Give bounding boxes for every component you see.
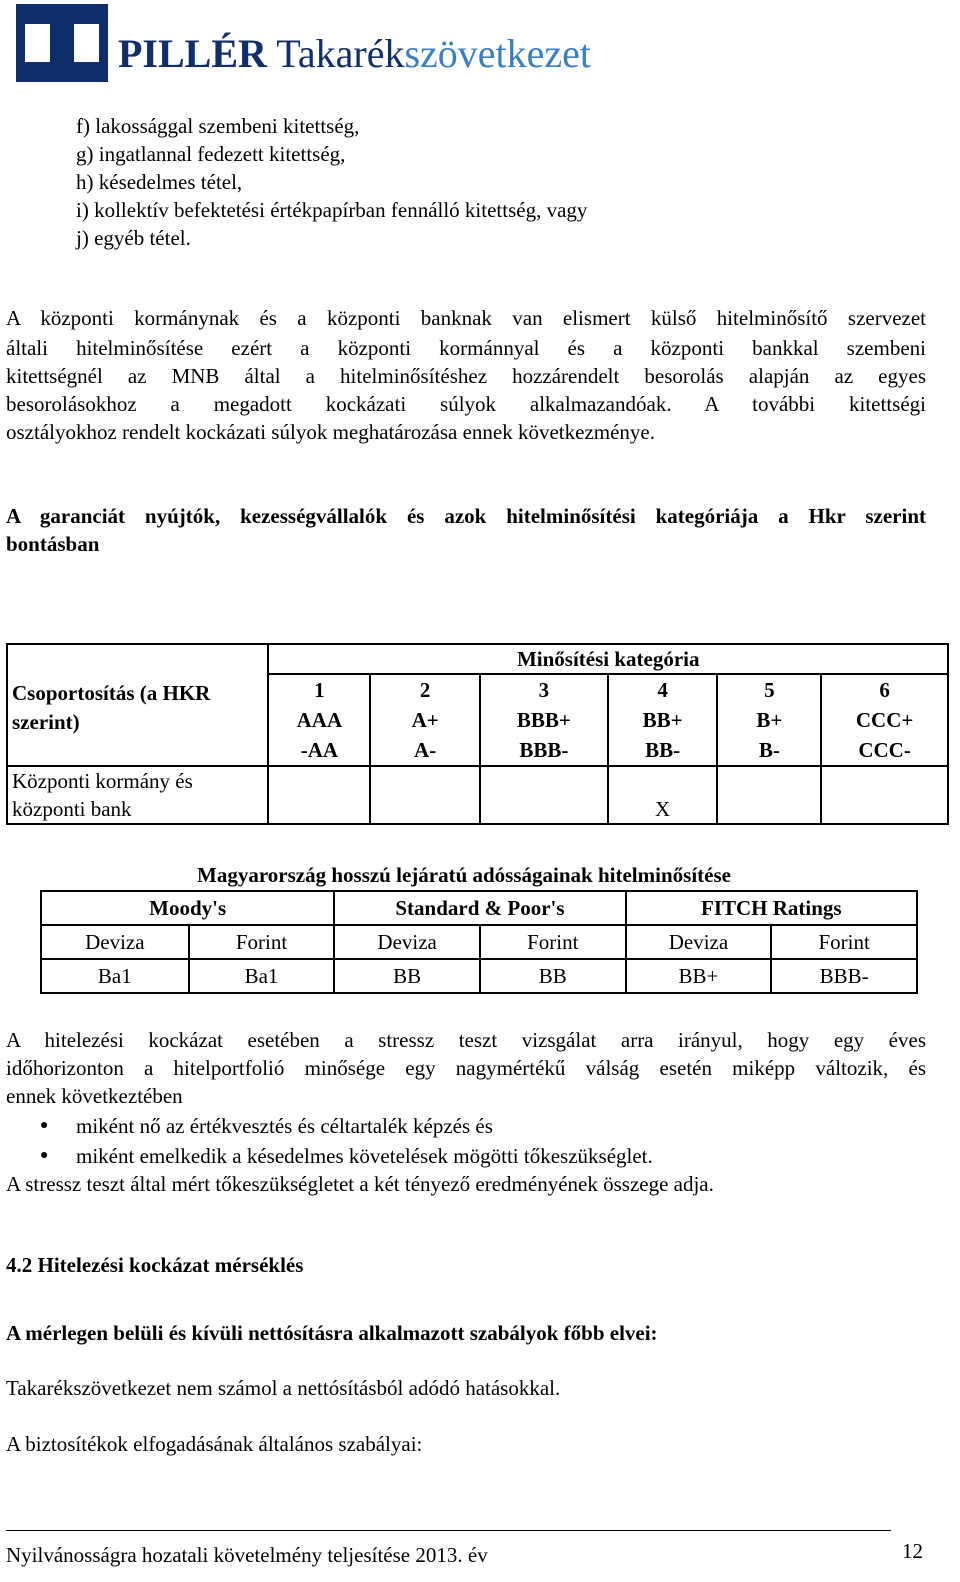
rating-column: 4 BB+ BB- <box>608 674 718 766</box>
currency-cell: Deviza <box>334 925 480 959</box>
paragraph-line: osztályokhoz rendelt kockázati súlyok meghatározása ennek következménye. <box>6 420 655 444</box>
paragraph: A stressz teszt által mért tőkeszükségletet a két tényező eredményének összege adja. <box>6 1172 714 1196</box>
group-header: Csoportosítás (a HKR szerint) <box>7 644 268 766</box>
table-title: Magyarország hosszú lejáratú adósságainak hitelminősítése <box>197 863 731 887</box>
section-heading: A garanciát nyújtók, kezességvállalók és azok hitelminősítési kategóriája a Hkr szerint <box>6 504 926 528</box>
rating-column: 3 BBB+ BBB- <box>480 674 608 766</box>
page-number: 12 <box>902 1539 923 1563</box>
agency-header: Standard & Poor's <box>334 891 625 925</box>
bullet-icon: ● <box>40 1118 49 1133</box>
currency-cell: Deviza <box>41 925 189 959</box>
section-heading: bontásban <box>6 532 100 556</box>
paragraph-line: általi hitelminősítése ezért a központi kormánnyal és a központi bankkal szembeni <box>6 336 926 360</box>
rating-mark <box>480 766 608 824</box>
rating-mark: X <box>608 766 718 824</box>
rating-column: 6 CCC+ CCC- <box>821 674 948 766</box>
list-item: j) egyéb tétel. <box>76 226 191 250</box>
rating-cell: Ba1 <box>41 959 189 993</box>
currency-cell: Forint <box>480 925 626 959</box>
paragraph: Takarékszövetkezet nem számol a nettósításból adódó hatásokkal. <box>6 1376 561 1400</box>
paragraph-line: ennek következtében <box>6 1084 183 1108</box>
currency-cell: Forint <box>771 925 917 959</box>
rating-mark <box>821 766 948 824</box>
bullet-item: miként nő az értékvesztés és céltartalék képzés és <box>76 1114 493 1138</box>
bullet-icon: ● <box>40 1148 49 1163</box>
rating-cell: Ba1 <box>189 959 335 993</box>
brand-name: PILLÉR Takarékszövetkezet <box>118 31 592 76</box>
rating-column: 1 AAA -AA <box>268 674 370 766</box>
rating-cell: BB <box>480 959 626 993</box>
rating-cell: BBB- <box>771 959 917 993</box>
subheading: A mérlegen belüli és kívüli nettósításra alkalmazott szabályok főbb elvei: <box>6 1321 658 1345</box>
paragraph-line: besorolásokhoz a megadott kockázati súlyok alkalmazandóak. A további kitettségi <box>6 392 926 416</box>
paragraph: A biztosítékok elfogadásának általános szabályai: <box>6 1432 423 1456</box>
footer-divider <box>6 1530 891 1531</box>
paragraph-line: A hitelezési kockázat esetében a stressz teszt vizsgálat arra irányul, hogy egy éves <box>6 1028 926 1052</box>
rating-mark <box>268 766 370 824</box>
rating-mark <box>370 766 480 824</box>
rating-mark <box>717 766 821 824</box>
currency-cell: Deviza <box>626 925 772 959</box>
bullet-item: miként emelkedik a késedelmes követelések mögötti tőkeszükséglet. <box>76 1144 653 1168</box>
list-item: h) késedelmes tétel, <box>76 170 243 194</box>
list-item: g) ingatlannal fedezett kitettség, <box>76 142 346 166</box>
category-header: Minősítési kategória <box>268 644 948 674</box>
rating-cell: BB+ <box>626 959 772 993</box>
paragraph-line: A központi kormánynak és a központi banknak van elismert külső hitelminősítő szervezet <box>6 306 926 330</box>
logo-mark <box>16 4 108 82</box>
rating-cell: BB <box>334 959 480 993</box>
agency-header: FITCH Ratings <box>626 891 917 925</box>
currency-cell: Forint <box>189 925 335 959</box>
row-label: Központi kormány és központi bank <box>7 766 268 824</box>
list-item: i) kollektív befektetési értékpapírban fennálló kitettség, vagy <box>76 198 588 222</box>
hungary-rating-table <box>40 890 918 994</box>
list-item: f) lakossággal szembeni kitettség, <box>76 114 360 138</box>
footer-text: Nyilvánosságra hozatali követelmény teljesítése 2013. év <box>6 1543 488 1567</box>
rating-column: 5 B+ B- <box>717 674 821 766</box>
section-heading: 4.2 Hitelezési kockázat mérséklés <box>6 1253 304 1277</box>
agency-header: Moody's <box>41 891 334 925</box>
paragraph-line: kitettségnél az MNB által a hitelminősítéshez hozzárendelt besorolás alapján az egyes <box>6 364 926 388</box>
rating-column: 2 A+ A- <box>370 674 480 766</box>
paragraph-line: időhorizonton a hitelportfolió minősége egy nagymértékű válság esetén miképp változik, és <box>6 1056 926 1080</box>
rating-category-table <box>6 643 949 825</box>
